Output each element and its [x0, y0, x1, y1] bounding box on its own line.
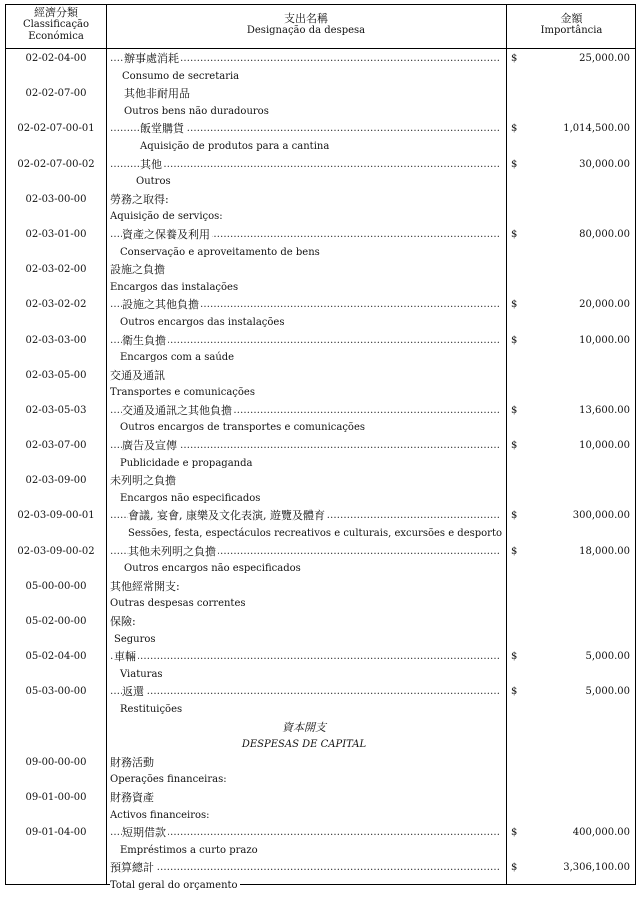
- designation-text: Outros: [136, 176, 171, 188]
- classification-code: 02-03-01-00: [25, 228, 87, 240]
- designation-text: 資產之保養及利用 …………………………………………………………………………………………………………………………………………………………: [110, 226, 500, 245]
- currency-symbol: $: [511, 404, 518, 416]
- table-row: [6, 261, 637, 279]
- table-row: [6, 402, 637, 420]
- table-row: [6, 648, 637, 666]
- table-row: [6, 68, 637, 86]
- table-row: [6, 279, 637, 297]
- classification-code: 02-03-09-00-02: [17, 545, 95, 557]
- table-row: [6, 455, 637, 473]
- table-row: [6, 507, 637, 525]
- table-row: [6, 332, 637, 350]
- designation-text: Empréstimos a curto prazo: [120, 844, 258, 856]
- table-row: [6, 208, 637, 226]
- amount-value: 80,000.00: [579, 228, 630, 240]
- table-row: [6, 349, 637, 367]
- classification-code: 05-03-00-00: [25, 686, 87, 698]
- table-row: [6, 719, 637, 737]
- designation-text: 設施之負擔: [110, 263, 165, 277]
- designation-text: Encargos das instalações: [110, 281, 239, 293]
- designation-text: Outros encargos de transportes e comunicações: [120, 422, 365, 434]
- table-row: [6, 824, 637, 842]
- table-row: [6, 842, 637, 860]
- designation-text: Activos financeiros:: [110, 809, 210, 821]
- currency-symbol: $: [511, 158, 518, 170]
- table-row: [6, 789, 637, 807]
- classification-code: 02-03-02-02: [25, 299, 87, 311]
- designation-text: Restituições: [120, 703, 183, 715]
- table-row: [6, 631, 637, 649]
- table-row: [6, 683, 637, 701]
- header-designation-pt: Designação da despesa: [246, 25, 366, 36]
- designation-text: Outros encargos não especificados: [124, 563, 301, 575]
- designation-text: Encargos não especificados: [120, 492, 261, 504]
- classification-code: 02-02-04-00: [25, 53, 87, 64]
- classification-code: 02-03-05-03: [25, 404, 87, 416]
- designation-text: Publicidade e propaganda: [120, 457, 253, 469]
- designation-text: 會議, 宴會, 康樂及文化表演, 遊覽及體育 …………………………………………………………………………………………………………………………………………………………: [110, 507, 500, 526]
- table-row: [6, 226, 637, 244]
- table-row: [6, 314, 637, 332]
- table-row: [6, 877, 637, 895]
- currency-symbol: $: [511, 862, 518, 874]
- table-row: [6, 490, 637, 508]
- table-row: [6, 173, 637, 191]
- designation-text: 財務資產: [110, 790, 154, 804]
- classification-code: 02-03-05-00: [25, 369, 87, 381]
- currency-symbol: $: [511, 299, 518, 311]
- designation-text: 設施之其他負擔 …………………………………………………………………………………………………………………………………………………………: [110, 296, 500, 315]
- amount-value: 25,000.00: [579, 53, 630, 64]
- table-row: [6, 754, 637, 772]
- table-row: [6, 191, 637, 209]
- table-row: [6, 595, 637, 613]
- table-row: [6, 701, 637, 719]
- header-amount-pt: Importância: [540, 25, 603, 36]
- classification-code: 02-03-02-00: [25, 264, 87, 276]
- table-row: [6, 419, 637, 437]
- table-row: [6, 120, 637, 138]
- currency-symbol: $: [511, 123, 518, 135]
- amount-value: 18,000.00: [579, 545, 630, 557]
- designation-text: 勞務之取得:: [110, 192, 169, 206]
- classification-code: 02-03-03-00: [25, 334, 87, 346]
- header-divider: [6, 48, 635, 49]
- table-row: [6, 736, 637, 754]
- classification-code: 09-00-00-00: [25, 756, 87, 768]
- designation-text: 其他經常開支:: [110, 579, 180, 593]
- designation-text: Transportes e comunicações: [110, 387, 255, 399]
- table-row: [6, 103, 637, 121]
- amount-value: 10,000.00: [579, 334, 630, 346]
- header-classification-pt2: Económica: [28, 31, 84, 42]
- classification-code: 02-02-07-00-02: [17, 158, 95, 170]
- classification-code: 02-03-07-00: [25, 440, 87, 452]
- classification-code: 09-01-04-00: [25, 827, 87, 839]
- designation-text: 交通及通訊之其他負擔 …………………………………………………………………………………………………………………………………………………………: [110, 402, 500, 421]
- header-classification: [6, 7, 106, 43]
- amount-value: 3,306,100.00: [563, 862, 630, 874]
- designation-text: 衛生負擔 …………………………………………………………………………………………………………………………………………………………: [110, 332, 500, 351]
- designation-text: 資本開支: [282, 720, 326, 734]
- table-body: [6, 50, 637, 895]
- designation-text: Sessões, festa, espectáculos recreativos e culturais, excursões e desporto: [128, 528, 502, 540]
- currency-symbol: $: [511, 334, 518, 346]
- header-designation: [106, 13, 506, 37]
- currency-symbol: $: [511, 510, 518, 522]
- table-row: [6, 771, 637, 789]
- classification-code: 02-03-00-00: [25, 193, 87, 205]
- table-row: [6, 613, 637, 631]
- currency-symbol: $: [511, 545, 518, 557]
- currency-symbol: $: [511, 228, 518, 240]
- designation-text: Conservação e aproveitamento de bens: [120, 246, 320, 258]
- table-row: [6, 560, 637, 578]
- designation-text: Total geral do orçamento: [110, 879, 238, 891]
- designation-text: 未列明之負擔: [110, 474, 176, 488]
- amount-value: 300,000.00: [572, 510, 630, 522]
- header-classification-pt1: Classificação: [22, 19, 90, 30]
- designation-text: 車輛 …………………………………………………………………………………………………………………………………………………………: [110, 648, 500, 667]
- designation-text: 廣告及宣傳 …………………………………………………………………………………………………………………………………………………………: [110, 437, 500, 456]
- amount-value: 1,014,500.00: [563, 123, 630, 135]
- header-amount: [506, 13, 637, 37]
- table-row: [6, 437, 637, 455]
- designation-text: 其他未列明之負擔 …………………………………………………………………………………………………………………………………………………………: [110, 543, 500, 562]
- table-row: [6, 666, 637, 684]
- designation-text: Viaturas: [120, 668, 163, 680]
- table-row: [6, 472, 637, 490]
- currency-symbol: $: [511, 686, 518, 698]
- designation-text: Consumo de secretaria: [122, 70, 240, 82]
- designation-text: 短期借款 …………………………………………………………………………………………………………………………………………………………: [110, 824, 500, 843]
- currency-symbol: $: [511, 440, 518, 452]
- classification-code: 02-03-09-00-01: [17, 510, 95, 522]
- table-row: [6, 859, 637, 877]
- designation-text: 預算總計 …………………………………………………………………………………………………………………………………………………………: [110, 859, 500, 878]
- table-row: [6, 578, 637, 596]
- table-row: [6, 50, 637, 68]
- currency-symbol: $: [511, 651, 518, 663]
- table-row: [6, 138, 637, 156]
- table-row: [6, 543, 637, 561]
- budget-table: [5, 4, 636, 891]
- classification-code: 05-00-00-00: [25, 580, 87, 592]
- table-row: [6, 85, 637, 103]
- designation-text: 飯堂購貨 …………………………………………………………………………………………………………………………………………………………: [110, 120, 500, 139]
- table-row: [6, 807, 637, 825]
- designation-text: Operações financeiras:: [110, 774, 227, 786]
- designation-text: Aquisição de serviços:: [110, 211, 223, 223]
- amount-value: 5,000.00: [585, 686, 630, 698]
- designation-text: Seguros: [114, 633, 156, 645]
- designation-text: 辦事處消耗 …………………………………………………………………………………………………………………………………………………………: [110, 50, 500, 69]
- amount-value: 10,000.00: [579, 440, 630, 452]
- designation-text: Encargos com a saúde: [120, 352, 235, 364]
- table-row: [6, 156, 637, 174]
- table-row: [6, 384, 637, 402]
- currency-symbol: $: [511, 827, 518, 839]
- amount-value: 5,000.00: [585, 651, 630, 663]
- designation-text: 財務活動: [110, 755, 154, 769]
- amount-value: 400,000.00: [572, 827, 630, 839]
- amount-value: 20,000.00: [579, 299, 630, 311]
- table-row: [6, 367, 637, 385]
- designation-text: Outros bens não duradouros: [124, 105, 269, 117]
- designation-text: 其他非耐用品: [124, 87, 190, 101]
- classification-code: 09-01-00-00: [25, 791, 87, 803]
- header-designation-zh: 支出名稱: [284, 12, 328, 25]
- designation-text: 返還 …………………………………………………………………………………………………………………………………………………………: [110, 683, 500, 702]
- table-row: [6, 296, 637, 314]
- designation-text: 保險:: [110, 615, 136, 628]
- currency-symbol: $: [511, 53, 518, 64]
- designation-text: Aquisição de produtos para a cantina: [140, 140, 330, 152]
- designation-text: 其他 …………………………………………………………………………………………………………………………………………………………: [110, 156, 500, 175]
- designation-text: 交通及通訊: [110, 368, 165, 382]
- header-amount-zh: 金額: [560, 12, 583, 25]
- classification-code: 02-02-07-00-01: [17, 123, 95, 135]
- amount-value: 13,600.00: [579, 404, 630, 416]
- amount-value: 30,000.00: [579, 158, 630, 170]
- designation-text: Outros encargos das instalações: [120, 316, 285, 328]
- designation-text: DESPESAS DE CAPITAL: [241, 739, 367, 751]
- classification-code: 05-02-00-00: [25, 616, 87, 627]
- header-classification-zh: 經濟分類: [34, 6, 78, 19]
- classification-code: 02-02-07-00: [25, 88, 87, 100]
- table-row: [6, 244, 637, 262]
- classification-code: 02-03-09-00: [25, 475, 87, 487]
- table-row: [6, 525, 637, 543]
- classification-code: 05-02-04-00: [25, 651, 87, 663]
- designation-text: Outras despesas correntes: [110, 598, 246, 610]
